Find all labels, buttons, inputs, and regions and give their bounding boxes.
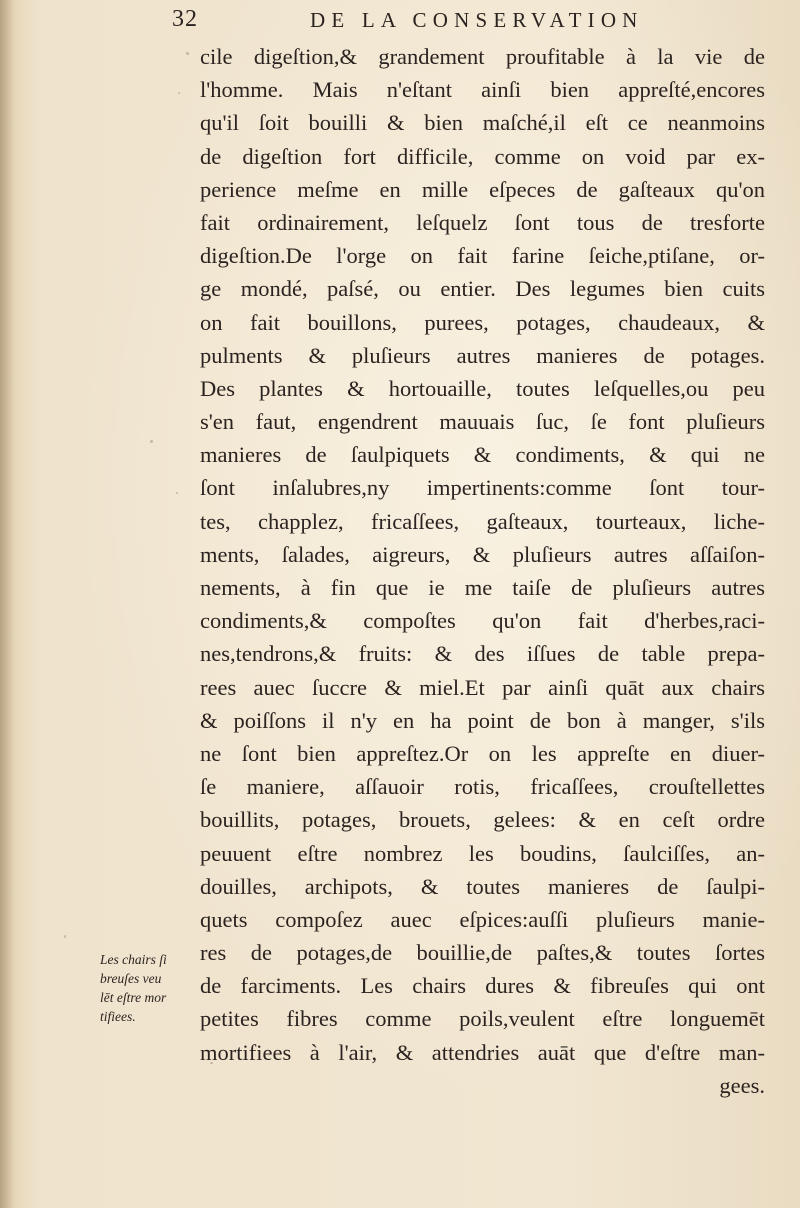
text-line: condiments,& compoſtes qu'on fait d'herbes,raci-: [200, 608, 765, 634]
page-number: 32: [172, 6, 198, 32]
text-line: mortifiees à l'air, & attendries auāt que d'eſtre man-: [200, 1039, 765, 1065]
paper-speck: [186, 52, 189, 55]
marginal-note-line: tifiees.: [100, 1009, 136, 1024]
text-line: nes,tendrons,& fruits: & des iſſues de table prepa-: [200, 641, 765, 667]
paper-speck: [64, 935, 66, 938]
text-line-last: gees.: [719, 1072, 765, 1098]
text-line: ſont inſalubres,ny impertinents:comme ſont tour-: [200, 475, 765, 501]
paper-speck: [176, 492, 178, 494]
marginal-note-line: breuſes veu: [100, 971, 162, 986]
text-line: peuuent eſtre nombrez les boudins, ſaulciſſes, an-: [200, 840, 765, 866]
body-text: [200, 40, 765, 1102]
text-line: de farciments. Les chairs dures & fibreuſes qui ont: [200, 973, 765, 999]
text-line: qu'il ſoit bouilli & bien maſché,il eſt ce neanmoins: [200, 110, 765, 136]
text-line: tes, chapplez, fricaſſees, gaſteaux, tourteaux, liche-: [200, 508, 765, 534]
paper-speck: [210, 1062, 213, 1064]
text-line: s'en faut, engendrent mauuais ſuc, ſe font pluſieurs: [200, 409, 765, 435]
text-line: rees auec ſuccre & miel.Et par ainſi quāt aux chairs: [200, 674, 765, 700]
text-line: manieres de ſaulpiquets & condiments, & qui ne: [200, 442, 765, 468]
text-line: & poiſſons il n'y en ha point de bon à manger, s'ils: [200, 707, 765, 733]
running-head: [0, 4, 800, 34]
text-line: ge mondé, paſsé, ou entier. Des legumes bien cuits: [200, 276, 765, 302]
text-line: perience meſme en mille eſpeces de gaſteaux qu'on: [200, 176, 765, 202]
gutter-shadow: [0, 0, 14, 1208]
paper-speck: [178, 92, 180, 94]
text-line: ments, ſalades, aigreurs, & pluſieurs autres aſſaiſon-: [200, 541, 765, 567]
text-line: fait ordinairement, leſquelz ſont tous de tresforte: [200, 209, 765, 235]
text-line: on fait bouillons, purees, potages, chaudeaux, &: [200, 309, 765, 335]
text-line: douilles, archipots, & toutes manieres de ſaulpi-: [200, 873, 765, 899]
text-line: l'homme. Mais n'eſtant ainſi bien appreſté,encores: [200, 77, 765, 103]
marginal-note-line: Les chairs ſi: [100, 952, 167, 967]
running-head-title: DE LA CONSERVATION: [310, 8, 644, 32]
text-line: petites fibres comme poils,veulent eſtre longuemēt: [200, 1006, 765, 1032]
text-line: digeſtion.De l'orge on fait farine ſeiche,ptiſane, or-: [200, 243, 765, 269]
text-line: bouillits, potages, brouets, gelees: & en ceſt ordre: [200, 807, 765, 833]
text-line: cile digeſtion,& grandement proufitable à la vie de: [200, 44, 765, 69]
marginal-note: [100, 950, 192, 1026]
text-line: pulments & pluſieurs autres manieres de potages.: [200, 342, 765, 368]
marginal-note-line: lēt eſtre mor: [100, 990, 167, 1005]
text-line: Des plantes & hortouaille, toutes leſquelles,ou peu: [200, 375, 765, 401]
text-line: quets compoſez auec eſpices:auſſi pluſieurs manie-: [200, 906, 765, 932]
text-line: nements, à fin que ie me taiſe de pluſieurs autres: [200, 575, 765, 600]
text-line: ne ſont bien appreſtez.Or on les appreſte en diuer-: [200, 740, 765, 766]
text-line: res de potages,de bouillie,de paſtes,& toutes ſortes: [200, 940, 765, 966]
text-line: de digeſtion fort difficile, comme on void par ex-: [200, 143, 765, 169]
text-line: ſe maniere, aſſauoir rotis, fricaſſees, crouſtellettes: [200, 774, 765, 800]
paper-speck: [150, 440, 153, 443]
